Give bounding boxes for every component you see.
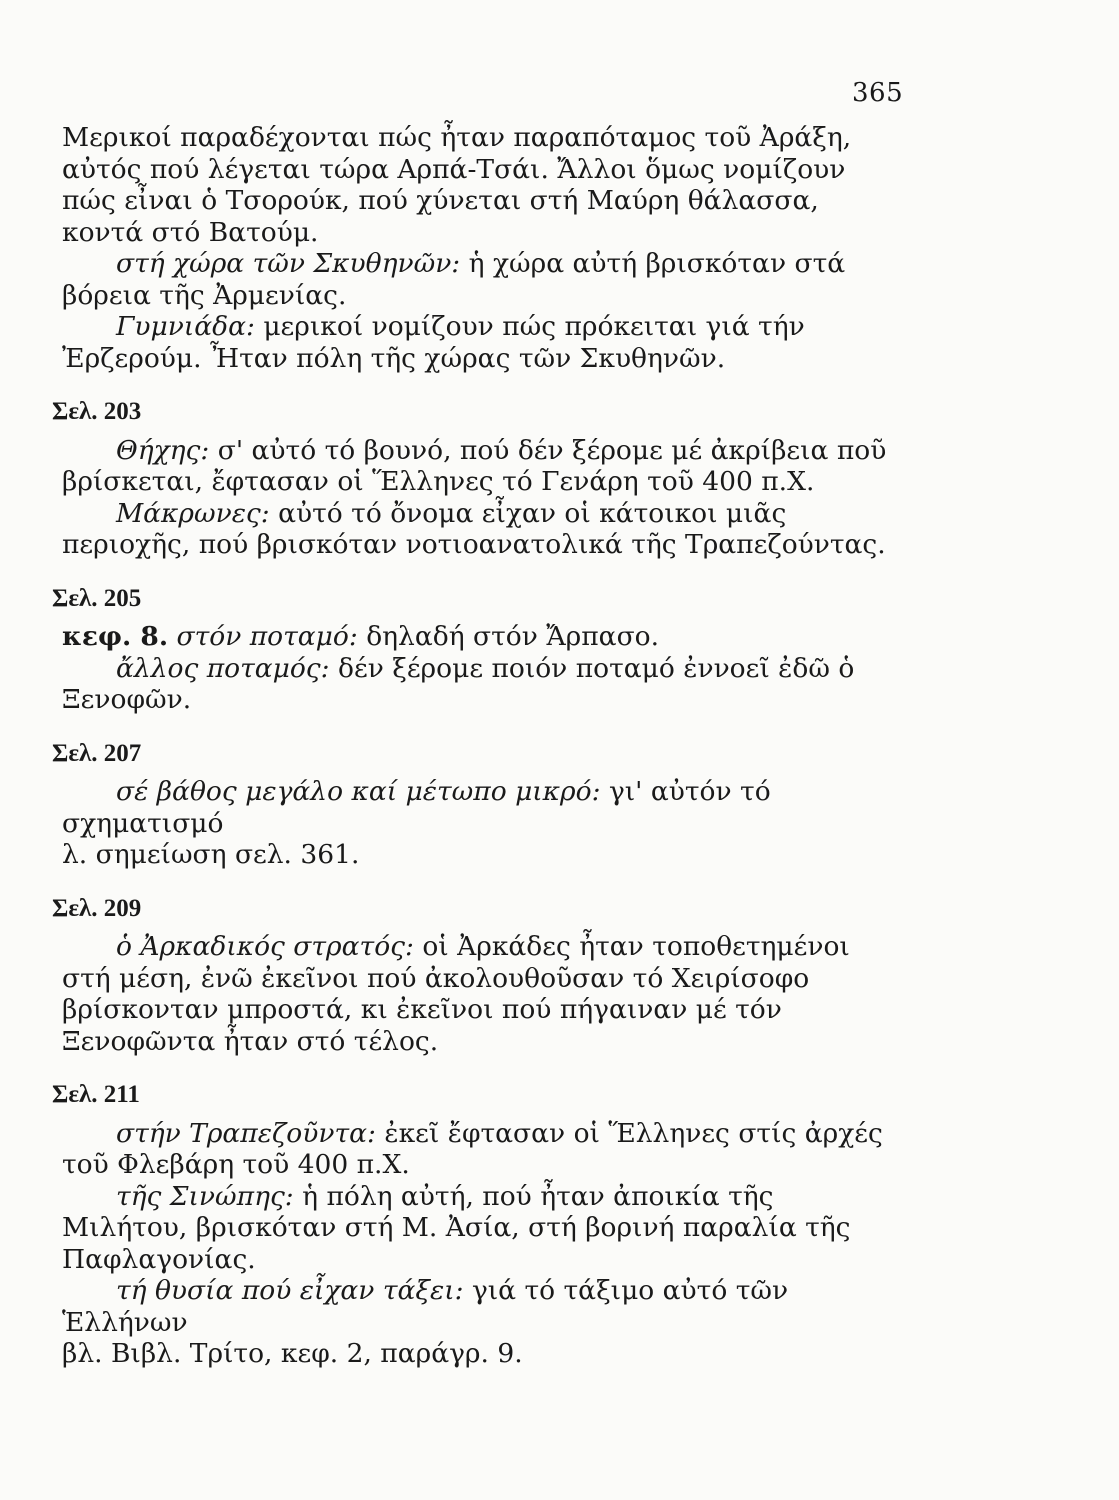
- note-text: γιά τό τάξιμο αὐτό τῶν Ἑλλήνων: [62, 1275, 789, 1338]
- note-thysia: [62, 1275, 902, 1338]
- note-term: ὁ Ἀρκαδικός στρατός:: [116, 931, 414, 962]
- note-thichis: [62, 435, 902, 498]
- note-vathos-ref: λ. σημείωση σελ. 361.: [62, 839, 360, 870]
- section-heading-203: Σελ. 203: [52, 398, 142, 425]
- chapter-ref: κεφ. 8.: [62, 621, 169, 652]
- note-trapezounta: [62, 1118, 902, 1181]
- note-allos-potamos: [62, 653, 902, 716]
- note-term: τή θυσία πού εἶχαν τάξει:: [116, 1275, 464, 1306]
- note-text: ἐκεῖ ἔφτασαν οἱ Ἕλληνες στίς ἀρχές τοῦ Φλεβάρη τοῦ 400 π.Χ.: [62, 1117, 883, 1180]
- note-term: Θήχης:: [116, 434, 210, 466]
- note-term: στόν ποταμό:: [176, 621, 358, 652]
- note-text: δέν ξέρομε ποιόν ποταμό ἐννοεῖ ἐδῶ ὁ Ξενοφῶν.: [62, 652, 855, 715]
- note-term: τῆς Σινώπης:: [116, 1180, 294, 1212]
- note-text: γι' αὐτόν τό σχηματισμό: [62, 776, 771, 839]
- page-number: 365: [852, 78, 904, 108]
- note-term: ἄλλος ποταμός:: [116, 652, 330, 684]
- note-makrones: [62, 498, 902, 561]
- section-heading-205: Σελ. 205: [52, 584, 142, 612]
- note-gymniada: [62, 311, 902, 374]
- note-sinopi: [62, 1181, 902, 1276]
- note-term: στήν Τραπεζοῦντα:: [116, 1117, 376, 1149]
- note-term: Μάκρωνες:: [116, 497, 270, 529]
- note-text: μερικοί νομίζουν πώς πρόκειται γιά τήν Ἐρζερούμ. Ἦταν πόλη τῆς χώρας τῶν Σκυθηνῶν.: [62, 311, 805, 374]
- note-text: οἱ Ἀρκάδες ἦταν τοποθετημένοι στή μέση, ἐνῶ ἐκεῖνοι πού ἀκολουθοῦσαν τό Χειρίσοφο βρίσκονταν μπροστά, κι ἐκεῖνοι πού πήγαιναν μέ τόν Ξενοφῶντα ἦταν στό τέλος.: [62, 931, 850, 1057]
- note-text: ἡ πόλη αὐτή, πού ἦταν ἀποικία τῆς Μιλήτου, βρισκόταν στή Μ. Ἀσία, στή βορινή παραλία τῆς Παφλαγονίας.: [62, 1180, 851, 1275]
- note-term: Γυμνιάδα:: [116, 311, 255, 342]
- section-heading-209: Σελ. 209: [52, 894, 142, 922]
- note-text: ἡ χώρα αὐτή βρισκόταν στά βόρεια τῆς Ἀρμενίας.: [62, 248, 846, 311]
- section-heading-207: Σελ. 207: [52, 739, 142, 767]
- note-potamos: [62, 621, 902, 653]
- note-text: αὐτό τό ὄνομα εἶχαν οἱ κάτοικοι μιᾶς περιοχῆς, πού βρισκόταν νοτιοανατολικά τῆς Τραπεζούντας.: [62, 497, 886, 560]
- note-thysia-ref: βλ. Βιβλ. Τρίτο, κεφ. 2, παράγρ. 9.: [62, 1338, 523, 1369]
- commentary-text: [52, 122, 902, 1370]
- note-term: στή χώρα τῶν Σκυθηνῶν:: [116, 248, 461, 279]
- note-arkadikos: [62, 931, 902, 1057]
- note-skythinoi: [62, 248, 902, 311]
- section-heading-211: Σελ. 211: [52, 1081, 140, 1108]
- note-term: σέ βάθος μεγάλο καί μέτωπο μικρό:: [116, 776, 601, 807]
- paragraph-araxis: Μερικοί παραδέχονται πώς ἦταν παραπόταμος τοῦ Ἀράξη, αὐτός πού λέγεται τώρα Αρπά-Τσάι. Ἄλλοι ὅμως νομίζουν πώς εἶναι ὁ Τσορούκ, πού χύνεται στή Μαύρη θάλασσα, κοντά στό Βατούμ.: [62, 122, 852, 248]
- note-vathos: [62, 776, 902, 839]
- note-text: σ' αὐτό τό βουνό, πού δέν ξέρομε μέ ἀκρίβεια ποῦ βρίσκεται, ἔφτασαν οἱ Ἕλληνες τό Γενάρη τοῦ 400 π.Χ.: [62, 434, 887, 497]
- note-text: δηλαδή στόν Ἄρπασο.: [357, 621, 660, 652]
